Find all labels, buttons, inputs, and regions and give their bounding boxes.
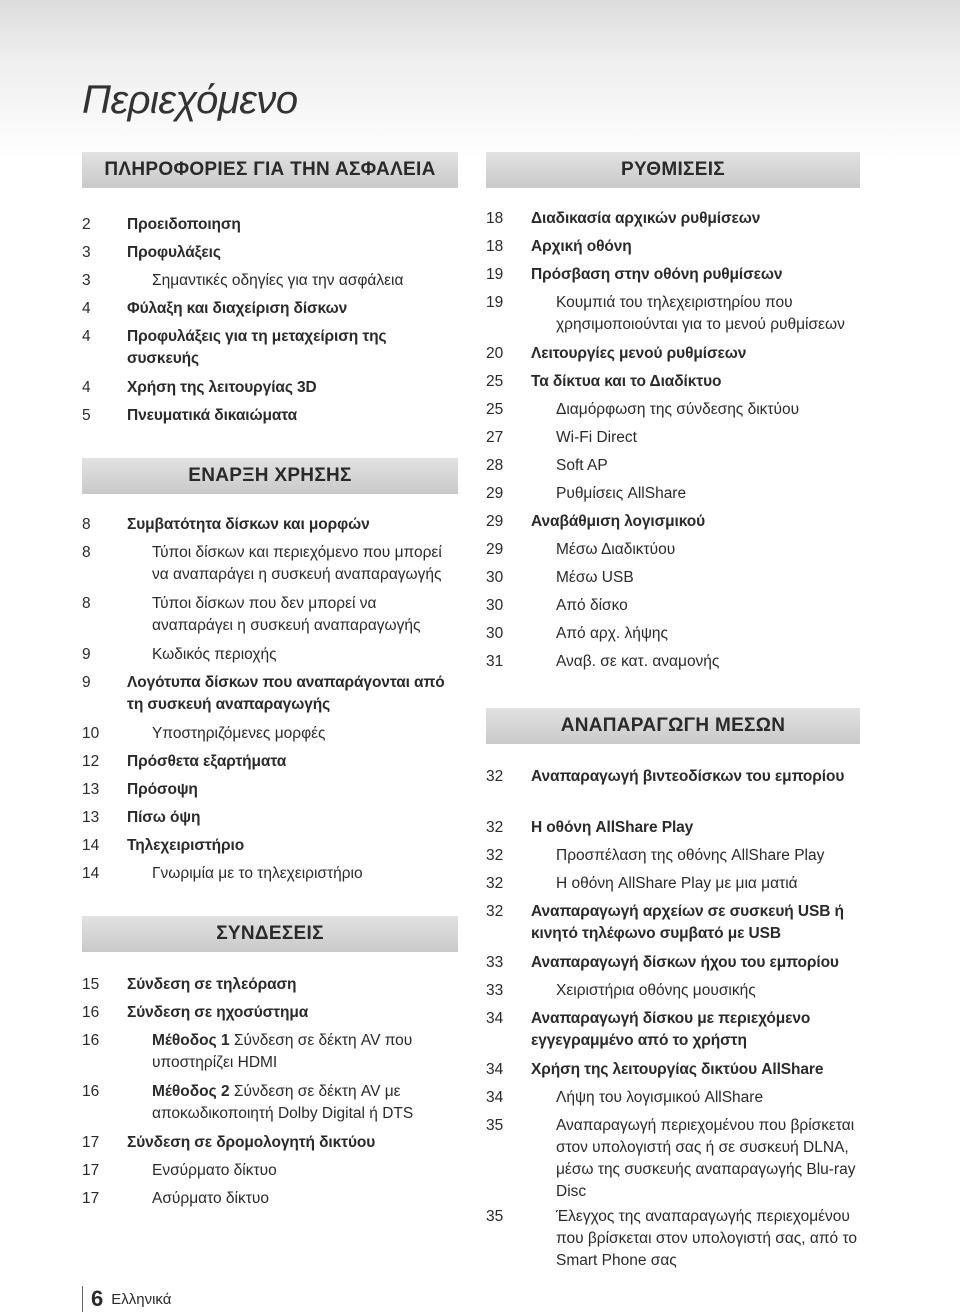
toc-page-number: 13 — [82, 809, 100, 826]
toc-page-number: 29 — [486, 485, 504, 502]
toc-entry-title: Πίσω όψη — [127, 809, 201, 826]
toc-page-number: 25 — [486, 373, 504, 390]
toc-entry-title — [152, 1081, 458, 1125]
toc-page-number: 34 — [486, 1010, 504, 1027]
page-title: Περιεχόμενο — [82, 78, 298, 122]
toc-entry-title: Έλεγχος της αναπαραγωγής περιεχομένου που βρίσκεται στον υπολογιστή σας, από το Smart Phone σας — [556, 1208, 857, 1269]
toc-page-number: 17 — [82, 1134, 100, 1151]
toc-page-number: 4 — [82, 379, 91, 396]
toc-entry-title: Προφυλάξεις — [127, 244, 221, 261]
toc-page-number: 9 — [82, 646, 91, 663]
toc-entry-title: Μέσω USB — [556, 569, 634, 586]
toc-entry-title: Κουμπιά του τηλεχειριστηρίου που χρησιμοποιούνται για το μενού ρυθμίσεων — [556, 294, 845, 333]
toc-page-number: 27 — [486, 429, 504, 446]
toc-page-number: 19 — [486, 266, 504, 283]
toc-entry-title: Λήψη του λογισμικού AllShare — [556, 1089, 764, 1106]
toc-entry-title: Χρήση της λειτουργίας 3D — [127, 379, 317, 396]
toc-page-number: 9 — [82, 674, 91, 691]
toc-entry-title: Soft AP — [556, 457, 608, 474]
language-label: Ελληνικά — [111, 1290, 172, 1308]
toc-entry-title: Αναπαραγωγή αρχείων σε συσκευή USB ή κινητό τηλέφωνο συμβατό με USB — [531, 903, 844, 942]
toc-entry-title: Διαδικασία αρχικών ρυθμίσεων — [531, 210, 761, 227]
toc-entry-title: Λειτουργίες μενού ρυθμίσεων — [531, 345, 747, 362]
toc-entry-title: Wi-Fi Direct — [556, 429, 637, 446]
toc-page-number: 30 — [486, 597, 504, 614]
toc-page-number: 2 — [82, 216, 91, 233]
toc-entry-title: Χειριστήρια οθόνης μουσικής — [556, 982, 756, 999]
footer-divider — [82, 1286, 83, 1312]
toc-entry-title: Μέσω Διαδικτύου — [556, 541, 676, 558]
toc-entry-title: Η οθόνη AllShare Play — [531, 819, 694, 836]
toc-page-number: 4 — [82, 300, 91, 317]
section-heading: ΡΥΘΜΙΣΕΙΣ — [486, 152, 860, 188]
toc-page-number: 16 — [82, 1004, 100, 1021]
toc-page-number: 33 — [486, 954, 504, 971]
toc-entry-title: Τα δίκτυα και το Διαδίκτυο — [531, 373, 722, 390]
toc-page-number: 10 — [82, 725, 100, 742]
toc-entry-title: Ασύρματο δίκτυο — [152, 1190, 269, 1207]
toc-entry-title: Αναβ. σε κατ. αναμονής — [556, 653, 720, 670]
toc-entry-title: Αναβάθμιση λογισμικού — [531, 513, 706, 530]
toc-entry-title: Σύνδεση σε δρομολογητή δικτύου — [127, 1134, 376, 1151]
toc-page-number: 16 — [82, 1032, 100, 1049]
toc-page-number: 4 — [82, 328, 91, 345]
section-heading: ΣΥΝΔΕΣΕΙΣ — [82, 916, 458, 952]
toc-entry-title: Πρόσθετα εξαρτήματα — [127, 753, 287, 770]
toc-page-number: 35 — [486, 1117, 504, 1134]
toc-page-number: 19 — [486, 294, 504, 311]
toc-page-number: 5 — [82, 407, 91, 424]
toc-page-number: 28 — [486, 457, 504, 474]
section-heading: ΑΝΑΠΑΡΑΓΩΓΗ ΜΕΣΩΝ — [486, 708, 860, 744]
toc-entry-title: Γνωριμία με το τηλεχειριστήριο — [152, 865, 363, 882]
toc-page-number: 34 — [486, 1089, 504, 1106]
toc-entry-title: Προφυλάξεις για τη μεταχείριση της συσκευής — [127, 328, 387, 367]
toc-page-number: 25 — [486, 401, 504, 418]
toc-entry-title: Από δίσκο — [556, 597, 628, 614]
page-number: 6 — [91, 1286, 104, 1311]
toc-entry-method-label: Μέθοδος 1 — [152, 1032, 230, 1049]
toc-entry-method-text: Σύνδεση σε δέκτη AV που υποστηρίζει HDMI — [152, 1032, 413, 1071]
toc-entry-title: Πνευματικά δικαιώματα — [127, 407, 298, 424]
toc-page-number: 18 — [486, 238, 504, 255]
toc-page-number: 14 — [82, 837, 100, 854]
toc-page-number: 34 — [486, 1061, 504, 1078]
toc-entry-title: Κωδικός περιοχής — [152, 646, 277, 663]
toc-page-number: 32 — [486, 768, 504, 785]
toc-entry-title: Σημαντικές οδηγίες για την ασφάλεια — [152, 272, 404, 289]
toc-entry-title: Σύνδεση σε ηχοσύστημα — [127, 1004, 309, 1021]
toc-page-number: 35 — [486, 1208, 504, 1225]
toc-entry-title: Ρυθμίσεις AllShare — [556, 485, 687, 502]
toc-page-number: 29 — [486, 541, 504, 558]
toc-page-number: 29 — [486, 513, 504, 530]
toc-page-number: 33 — [486, 982, 504, 999]
toc-page-number: 32 — [486, 903, 504, 920]
toc-entry-title — [152, 1030, 458, 1074]
toc-page-number: 30 — [486, 625, 504, 642]
toc-page-number: 18 — [486, 210, 504, 227]
toc-page-number: 32 — [486, 819, 504, 836]
toc-page-number: 30 — [486, 569, 504, 586]
toc-entry-title: Συμβατότητα δίσκων και μορφών — [127, 516, 370, 533]
section-heading: ΠΛΗΡΟΦΟΡΙΕΣ ΓΙΑ ΤΗΝ ΑΣΦΑΛΕΙΑ — [82, 152, 458, 188]
toc-page-number: 17 — [82, 1190, 100, 1207]
toc-entry-title: Σύνδεση σε τηλεόραση — [127, 976, 297, 993]
toc-entry-title: Τύποι δίσκων που δεν μπορεί να αναπαράγει η συσκευή αναπαραγωγής — [152, 595, 421, 634]
toc-page-number: 17 — [82, 1162, 100, 1179]
toc-page-number: 32 — [486, 847, 504, 864]
toc-entry-title: Υποστηριζόμενες μορφές — [152, 725, 326, 742]
toc-entry-title: Προειδοποιηση — [127, 216, 241, 233]
toc-page-number: 3 — [82, 244, 91, 261]
toc-entry-title: Αναπαραγωγή περιεχομένου που βρίσκεται στον υπολογιστή σας ή σε συσκευή DLNA, μέσω της συσκευής αναπαραγωγής Blu-ray Disc — [556, 1117, 856, 1200]
toc-entry-title: Χρήση της λειτουργίας δικτύου AllShare — [531, 1061, 824, 1078]
toc-entry-title: Αρχική οθόνη — [531, 238, 632, 255]
toc-entry-title: Διαμόρφωση της σύνδεσης δικτύου — [556, 401, 800, 418]
toc-entry-title: Η οθόνη AllShare Play με μια ματιά — [556, 875, 798, 892]
toc-entry-title: Από αρχ. λήψης — [556, 625, 668, 642]
toc-page-number: 13 — [82, 781, 100, 798]
toc-page-number: 12 — [82, 753, 100, 770]
toc-page-number: 8 — [82, 516, 91, 533]
toc-page-number: 31 — [486, 653, 504, 670]
toc-entry-method-label: Μέθοδος 2 — [152, 1083, 230, 1100]
toc-entry-title: Αναπαραγωγή δίσκων ήχου του εμπορίου — [531, 954, 839, 971]
toc-page-number: 20 — [486, 345, 504, 362]
toc-entry-title: Τηλεχειριστήριο — [127, 837, 245, 854]
toc-entry-title: Πρόσοψη — [127, 781, 198, 798]
toc-page-number: 14 — [82, 865, 100, 882]
toc-entry-title: Τύποι δίσκων και περιεχόμενο που μπορεί να αναπαράγει η συσκευή αναπαραγωγής — [152, 544, 442, 583]
toc-entry-title: Φύλαξη και διαχείριση δίσκων — [127, 300, 348, 317]
toc-entry-title: Λογότυπα δίσκων που αναπαράγονται από τη συσκευή αναπαραγωγής — [127, 674, 445, 713]
section-heading: ΕΝΑΡΞΗ ΧΡΗΣΗΣ — [82, 458, 458, 494]
toc-entry-title: Πρόσβαση στην οθόνη ρυθμίσεων — [531, 266, 783, 283]
page-footer — [82, 1284, 171, 1314]
toc-page-number: 32 — [486, 875, 504, 892]
toc-page-number: 16 — [82, 1083, 100, 1100]
toc-page-number: 3 — [82, 272, 91, 289]
toc-entry-title: Αναπαραγωγή δίσκου με περιεχόμενο εγγεγραμμένο από το χρήστη — [531, 1010, 811, 1049]
toc-page-number: 8 — [82, 544, 91, 561]
toc-page-number: 8 — [82, 595, 91, 612]
toc-entry-title: Ενσύρματο δίκτυο — [152, 1162, 277, 1179]
toc-page-number: 15 — [82, 976, 100, 993]
toc-entry-method-text: Σύνδεση σε δέκτη AV με αποκωδικοποιητή Dolby Digital ή DTS — [152, 1083, 414, 1122]
toc-entry-title: Προσπέλαση της οθόνης AllShare Play — [556, 847, 825, 864]
toc-entry-title: Αναπαραγωγή βιντεοδίσκων του εμπορίου — [531, 768, 845, 785]
